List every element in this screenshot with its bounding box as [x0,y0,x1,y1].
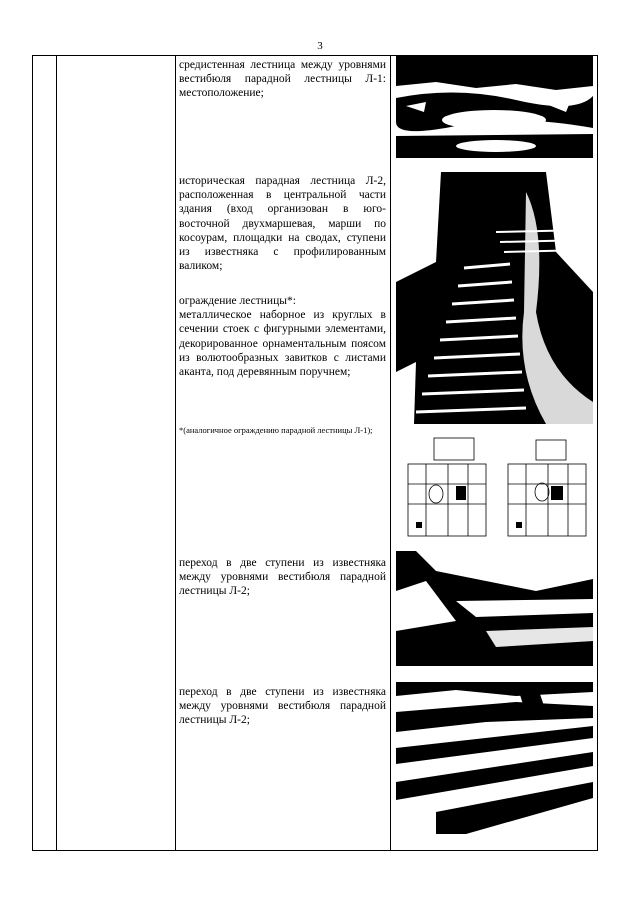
staircase-photo-icon [396,56,593,158]
entry-description: переход в две ступени из известняка между уровнями вестибюля парадной лестницы Л-2; [179,686,386,727]
column-divider [56,55,57,851]
steps-photo-icon [396,682,593,834]
entry-heading: ограждение лестницы*: [179,295,296,307]
table-row-text [179,294,386,379]
entry-description: металлическое наборное из круглых в сечении стоек с фигурными элементами, декорированное орнаментальным поясом из волютообразных завитков с листами аканта, под деревянным поручнем; [179,309,386,379]
table-row-text [179,556,386,599]
steps-photo-icon [396,551,593,666]
entry-note: *(аналогичное ограждению парадной лестницы Л-1); [179,425,373,435]
entry-description: историческая парадная лестница Л-2, расположенная в центральной части здания (вход организован в юго-восточной двухмаршевая, марши по косоурам, площадки на сводах, ступени из известняка с профилированным валиком; [179,175,386,273]
table-row-text [179,58,386,101]
table-row-note [179,425,386,436]
table-row-text [179,174,386,273]
grand-staircase-photo-icon [396,172,593,424]
column-divider [175,55,176,851]
entry-description: переход в две ступени из известняка между уровнями вестибюля парадной лестницы Л-2; [179,557,386,598]
page-number: 3 [317,40,323,52]
floor-plan-icon [396,434,593,544]
entry-description: средистенная лестница между уровнями вестибюля парадной лестницы Л-1: местоположение; [179,59,386,100]
column-divider [390,55,391,851]
table-row-text [179,685,386,728]
